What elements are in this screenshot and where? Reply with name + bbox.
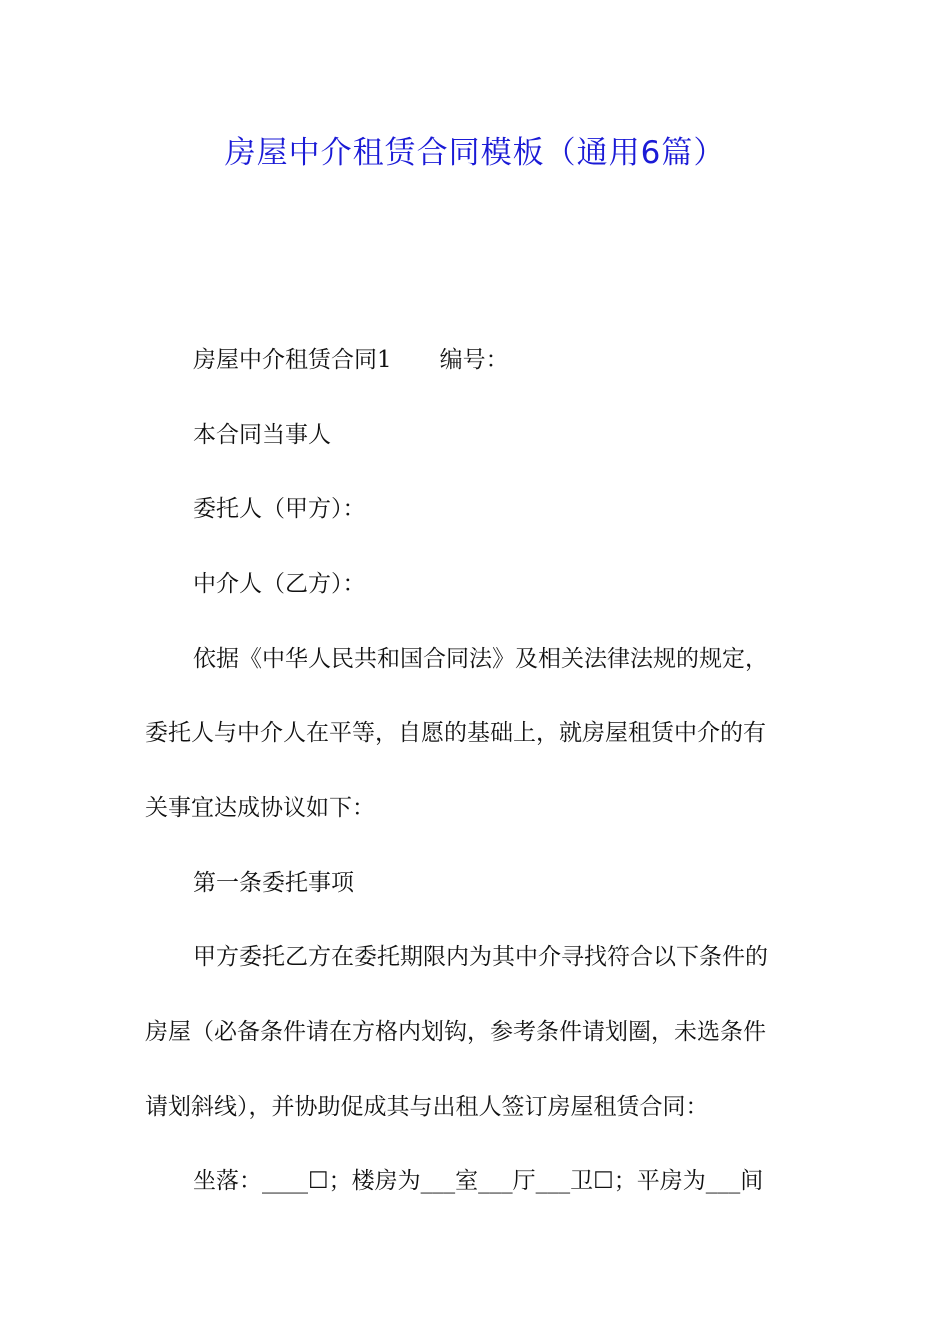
article1-title: 第一条委托事项: [193, 870, 354, 896]
principal-party-label: 委托人（甲方）：: [193, 496, 366, 522]
paragraph1-line3: 关事宜达成协议如下：: [145, 795, 375, 821]
intermediary-party-label: 中介人（乙方）：: [193, 571, 366, 597]
parties-intro: 本合同当事人: [193, 422, 331, 448]
document-title: 房屋中介租赁合同模板（通用6篇）: [224, 135, 726, 171]
contract-name: 房屋中介租赁合同1: [193, 347, 392, 373]
contract-number-label: 编号：: [439, 347, 509, 373]
paragraph2-line3: 请划斜线），并协助促成其与出租人签订房屋租赁合同：: [145, 1094, 709, 1120]
location-line: 坐落：____☐；楼房为___室___厅___卫☐；平房为___间: [193, 1168, 764, 1194]
paragraph2-line2: 房屋（必备条件请在方格内划钩，参考条件请划圈，未选条件: [145, 1019, 766, 1045]
paragraph1-line1: 依据《中华人民共和国合同法》及相关法律法规的规定，: [193, 646, 768, 672]
paragraph1-line2: 委托人与中介人在平等，自愿的基础上，就房屋租赁中介的有: [145, 720, 766, 746]
contract-heading-line: [193, 345, 509, 375]
paragraph2-line1: 甲方委托乙方在委托期限内为其中介寻找符合以下条件的: [193, 944, 768, 970]
